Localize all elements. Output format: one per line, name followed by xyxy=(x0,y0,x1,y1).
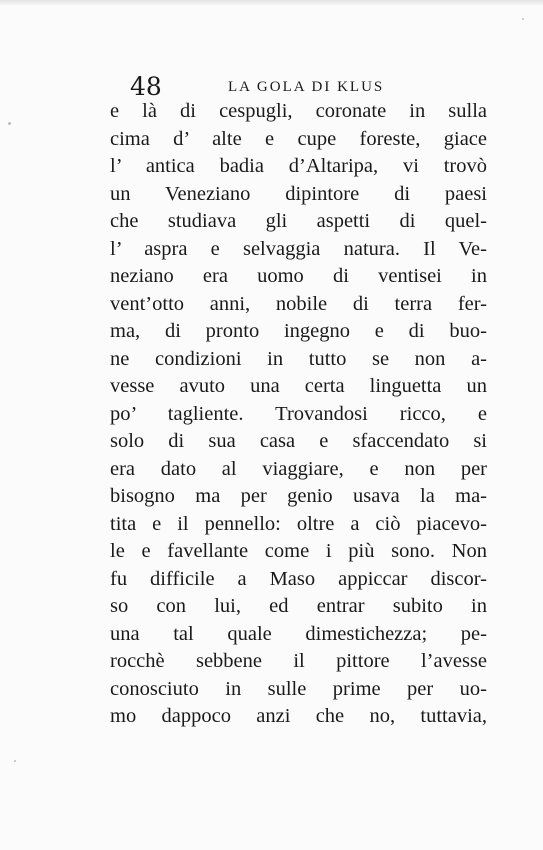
text-line: vent’otto anni, nobile di terra fer- xyxy=(110,292,487,315)
text-line: un Veneziano dipintore di paesi xyxy=(110,182,487,205)
text-line: conosciuto in sulle prime per uo- xyxy=(110,677,487,700)
text-line: ma, di pronto ingegno e di buo- xyxy=(110,320,487,342)
body-text xyxy=(110,98,487,731)
text-line: l’ antica badia d’Altaripa, vi trovò xyxy=(110,155,487,177)
text-line: rocchè sebbene il pittore l’avesse xyxy=(110,650,487,672)
text-line: po’ tagliente. Trovandosi ricco, e xyxy=(110,402,487,425)
text-line: le e favellante come i più sono. Non xyxy=(110,540,487,562)
running-head: LA GOLA DI KLUS xyxy=(228,79,385,95)
text-line: fu difficile a Maso appiccar discor- xyxy=(110,567,487,590)
text-line: mo dappoco anzi che no, tuttavia, xyxy=(110,705,487,727)
text-line: ne condizioni in tutto se non a- xyxy=(110,347,487,370)
text-line: una tal quale dimestichezza; pe- xyxy=(110,622,487,645)
text-line: tita e il pennello: oltre a ciò piacevo- xyxy=(110,512,487,535)
text-line: so con lui, ed entrar subito in xyxy=(110,595,487,617)
text-line: bisogno ma per genio usava la ma- xyxy=(110,485,487,507)
text-line: e là di cespugli, coronate in sulla xyxy=(110,100,487,122)
text-line: l’ aspra e selvaggia natura. Il Ve- xyxy=(110,237,487,260)
scan-speck xyxy=(14,760,16,762)
text-line: vesse avuto una certa linguetta un xyxy=(110,375,487,397)
scan-speck xyxy=(8,122,11,125)
text-line: che studiava gli aspetti di quel- xyxy=(110,210,487,232)
scan-speck xyxy=(522,18,524,20)
text-line: era dato al viaggiare, e non per xyxy=(110,457,487,480)
page-number: 48 xyxy=(130,72,162,101)
text-line: cima d’ alte e cupe foreste, giace xyxy=(110,127,487,150)
text-line: solo di sua casa e sfaccendato si xyxy=(110,430,487,452)
text-line: neziano era uomo di ventisei in xyxy=(110,265,487,287)
